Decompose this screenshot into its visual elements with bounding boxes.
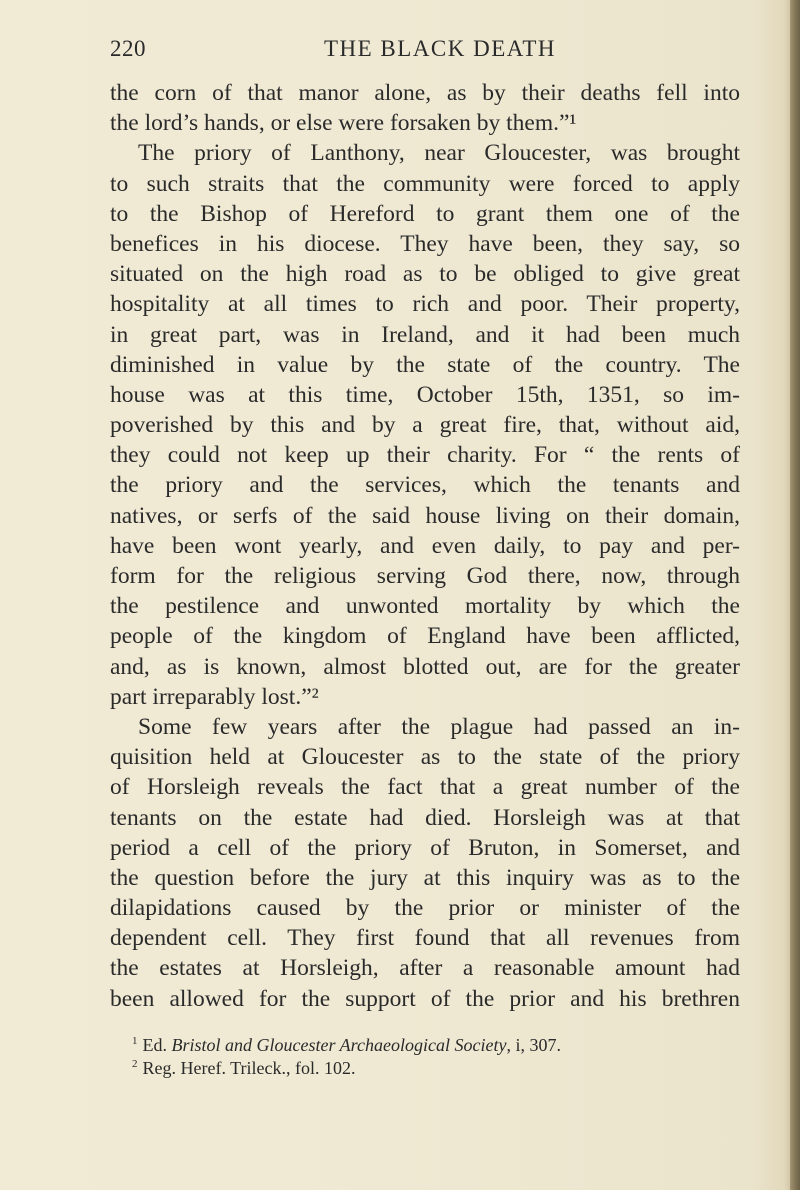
text-line: period a cell of the priory of Bruton, in Somerset, and (110, 834, 740, 861)
footnote (132, 1053, 740, 1076)
footnotes (132, 1030, 740, 1076)
text-line: poverished by this and by a great fire, that, without aid, (110, 412, 740, 439)
text-line: quisition held at Gloucester as to the state of the priory (110, 744, 740, 771)
text-line: the corn of that manor alone, as by their deaths fell into (110, 80, 740, 106)
text-line: have been wont yearly, and even daily, to pay and per- (110, 532, 740, 559)
text-line: diminished in value by the state of the country. The (110, 351, 740, 378)
text-line: situated on the high road as to be obliged to give great (110, 261, 740, 288)
text-line: the priory and the services, which the tenants and (110, 472, 740, 499)
footnote (132, 1030, 740, 1053)
text-line: hospitality at all times to rich and poor. Their property, (110, 291, 740, 318)
text-line: form for the religious serving God there, now, through (110, 563, 740, 589)
footnote-text: Ed. (142, 1035, 172, 1055)
footnote-mark: 2 (132, 1058, 138, 1070)
text-line: and, as is known, almost blotted out, are for the greater (110, 653, 740, 680)
text-line: the estates at Horsleigh, after a reasonable amount had (110, 955, 740, 982)
text-line: dilapidations caused by the prior or minister of the (110, 895, 740, 922)
text-line: to the Bishop of Hereford to grant them one of the (110, 200, 740, 227)
text-line: to such straits that the community were forced to apply (110, 170, 740, 197)
text-line: natives, or serfs of the said house living on their domain, (110, 502, 740, 529)
footnote-text: Reg. Heref. Trileck., fol. 102. (142, 1058, 356, 1078)
text-line: benefices in his diocese. They have been, they say, so (110, 230, 740, 257)
text-line: dependent cell. They first found that all revenues from (110, 925, 740, 952)
text-line: the pestilence and unwonted mortality by which the (110, 593, 740, 620)
text-line: the question before the jury at this inquiry was as to the (110, 864, 740, 891)
text-line: The priory of Lanthony, near Gloucester, was brought (138, 140, 740, 167)
text-line: tenants on the estate had died. Horsleigh was at that (110, 804, 740, 831)
text-line: part irreparably lost.”² (110, 683, 319, 710)
footnote-mark: 1 (132, 1035, 138, 1047)
text-line: Some few years after the plague had passed an in- (138, 713, 740, 740)
body-text (110, 78, 740, 1014)
text-line: been allowed for the support of the prior and his brethren (110, 985, 740, 1012)
text-line: house was at this time, October 15th, 1351, so im- (110, 381, 740, 408)
page-edge (790, 0, 800, 1190)
page-title: THE BLACK DEATH (323, 36, 557, 61)
text-line: people of the kingdom of England have been afflicted, (110, 623, 740, 650)
text-line: they could not keep up their charity. For “ the rents of (110, 442, 740, 469)
running-head (110, 36, 740, 66)
page-number: 220 (110, 36, 146, 61)
footnote-text: , i, 307. (506, 1035, 561, 1055)
footnote-italic-title: Bristol and Gloucester Archaeological Society (171, 1035, 507, 1055)
text-line: the lord’s hands, or else were forsaken by them.”¹ (110, 110, 577, 137)
text-line: of Horsleigh reveals the fact that a great number of the (110, 774, 740, 801)
text-line: in great part, was in Ireland, and it had been much (110, 321, 740, 348)
